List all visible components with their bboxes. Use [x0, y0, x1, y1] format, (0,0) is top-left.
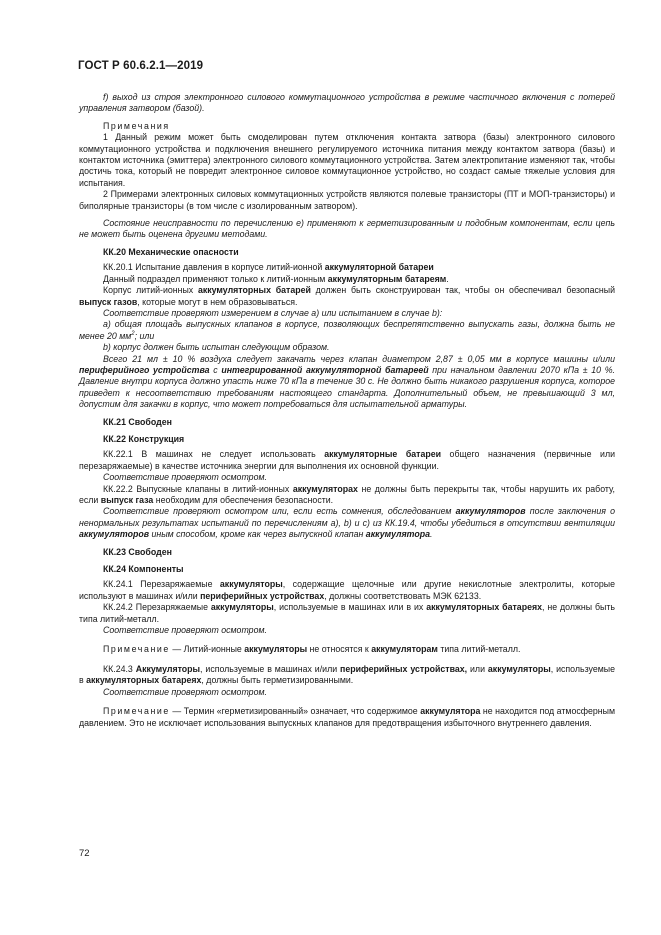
note-sealed: Примечание — Термин «герметизированный» означает, что содержимое аккумулятора не находится под атмосферным давлением. Это не исключает использования выпускных клапанов для предотвращения избыточного внутреннего давления. — [79, 706, 615, 728]
kk20-1: КК.20.1 Испытание давления в корпусе литий-ионной аккумуляторной батареи — [103, 262, 434, 273]
paragraph-f: f) выход из строя электронного силового коммутационного устройства в режиме частичного включения с потерей управления затвором (базой). — [79, 92, 615, 114]
kk22-1: КК.22.1 В машинах не следует использовать аккумуляторные батареи общего назначения (первичные или перезаряжаемые) в качестве источника энергии для выполнения их основной функции. — [79, 449, 615, 471]
kk20-item-b: b) корпус должен быть испытан следующим образом. — [103, 342, 330, 353]
kk20-body: Корпус литий-ионных аккумуляторных батарей должен быть сконструирован так, чтобы он обеспечивал безопасный выпуск газов, которые могут в нем образовываться. — [79, 285, 615, 307]
section-kk21-title: КК.21 Свободен — [103, 416, 172, 427]
kk24-3-check: Соответствие проверяют осмотром. — [103, 686, 267, 697]
kk20-test: Всего 21 мл ± 10 % воздуха следует закачать через клапан диаметром 2,87 ± 0,05 мм в корпусе машины и/или периферийного устройства с интегрированной аккумуляторной батареей при начальном давлении 2070 кПа ± 10 %. Давление внутри корпуса должно упасть ниже 70 кПа в течение 30 с. Не должно быть никакого разрушения корпуса, которое приведет к несоответствию требованиям настоящего стандарта. Дополнительный объем, не превышающий 3 мл, допустим для закачки в корпус, что может потребоваться для испытательной арматуры. — [79, 353, 615, 410]
page-content — [79, 92, 615, 729]
kk22-2-check: Соответствие проверяют осмотром или, если есть сомнения, обследованием аккумуляторов после заключения о ненормальных результатах испытаний по перечислениям a), b) и c) из КК.19.4, чтобы убедиться в отсутствии вентиляции аккумуляторов иным способом, кроме как через выпускной клапан аккумулятора. — [79, 506, 616, 540]
kk24-3: КК.24.3 Аккумуляторы, используемые в машинах и/или периферийных устройствах, или аккумуляторы, используемые в аккумуляторных батареях, должны быть герметизированными. — [79, 663, 615, 686]
note-2: 2 Примерами электронных силовых коммутационных устройств являются полевые транзисторы (ПТ и МОП-транзисторы) и биполярные транзисторы (в том числе с изолированным затвором). — [79, 189, 615, 211]
section-kk24-title: КК.24 Компоненты — [103, 564, 184, 575]
section-kk20-title: КК.20 Механические опасности — [103, 246, 239, 257]
kk20-item-a: a) общая площадь выпускных клапанов в корпусе, позволяющих беспрепятственно выпускать газы, должна быть не менее 20 $мм^2$; или — [79, 319, 615, 341]
paragraph-state: Состояние неисправности по перечислению e) применяют к герметизированным и подобным компонентам, если цепь не может быть оценена другими методами. — [79, 218, 615, 240]
kk24-2-check: Соответствие проверяют осмотром. — [103, 625, 267, 636]
kk24-2: КК.24.2 Перезаряжаемые аккумуляторы, используемые в машинах или в их аккумуляторных батареях, не должны быть типа литий-металл. — [79, 602, 615, 624]
section-kk23-title: КК.23 Свободен — [103, 546, 172, 557]
notes-label: Примечания — [103, 120, 170, 131]
note-lithium: Примечание — Литий-ионные аккумуляторы не относятся к аккумуляторам типа литий-металл. — [103, 644, 521, 655]
kk20-check: Соответствие проверяют измерением в случае a) или испытанием в случае b): — [103, 307, 443, 318]
kk20-sub: Данный подраздел применяют только к литий-ионным аккумуляторным батареям. — [103, 273, 449, 284]
section-kk22-title: КК.22 Конструкция — [103, 433, 185, 444]
kk24-1: КК.24.1 Перезаряжаемые аккумуляторы, содержащие щелочные или другие некислотные электролиты, которые используют в машинах и/или периферийных устройствах, должны соответствовать МЭК 62133. — [79, 579, 615, 601]
page-number: 72 — [79, 848, 90, 859]
document-header: ГОСТ Р 60.6.2.1—2019 — [78, 60, 204, 72]
note-1: 1 Данный режим может быть смоделирован путем отключения контакта затвора (базы) электронного силового коммутационного устройства и подключения внешнего регулируемого источника питания между контактом затвора (базы) и контактом источника (эмиттера) электронного силового коммутационного устройства. Затем электропитание изменяют так, чтобы достичь тока, который не повредит электронное силовое коммутационное устройство, но создаст самые тяжелые условия для испытания. — [79, 132, 615, 188]
kk22-1-check: Соответствие проверяют осмотром. — [103, 472, 267, 483]
kk22-2: КК.22.2 Выпускные клапаны в литий-ионных аккумуляторах не должны быть перекрыты так, чтобы нарушить их работу, если выпуск газа необходим для обеспечения безопасности. — [79, 483, 615, 505]
